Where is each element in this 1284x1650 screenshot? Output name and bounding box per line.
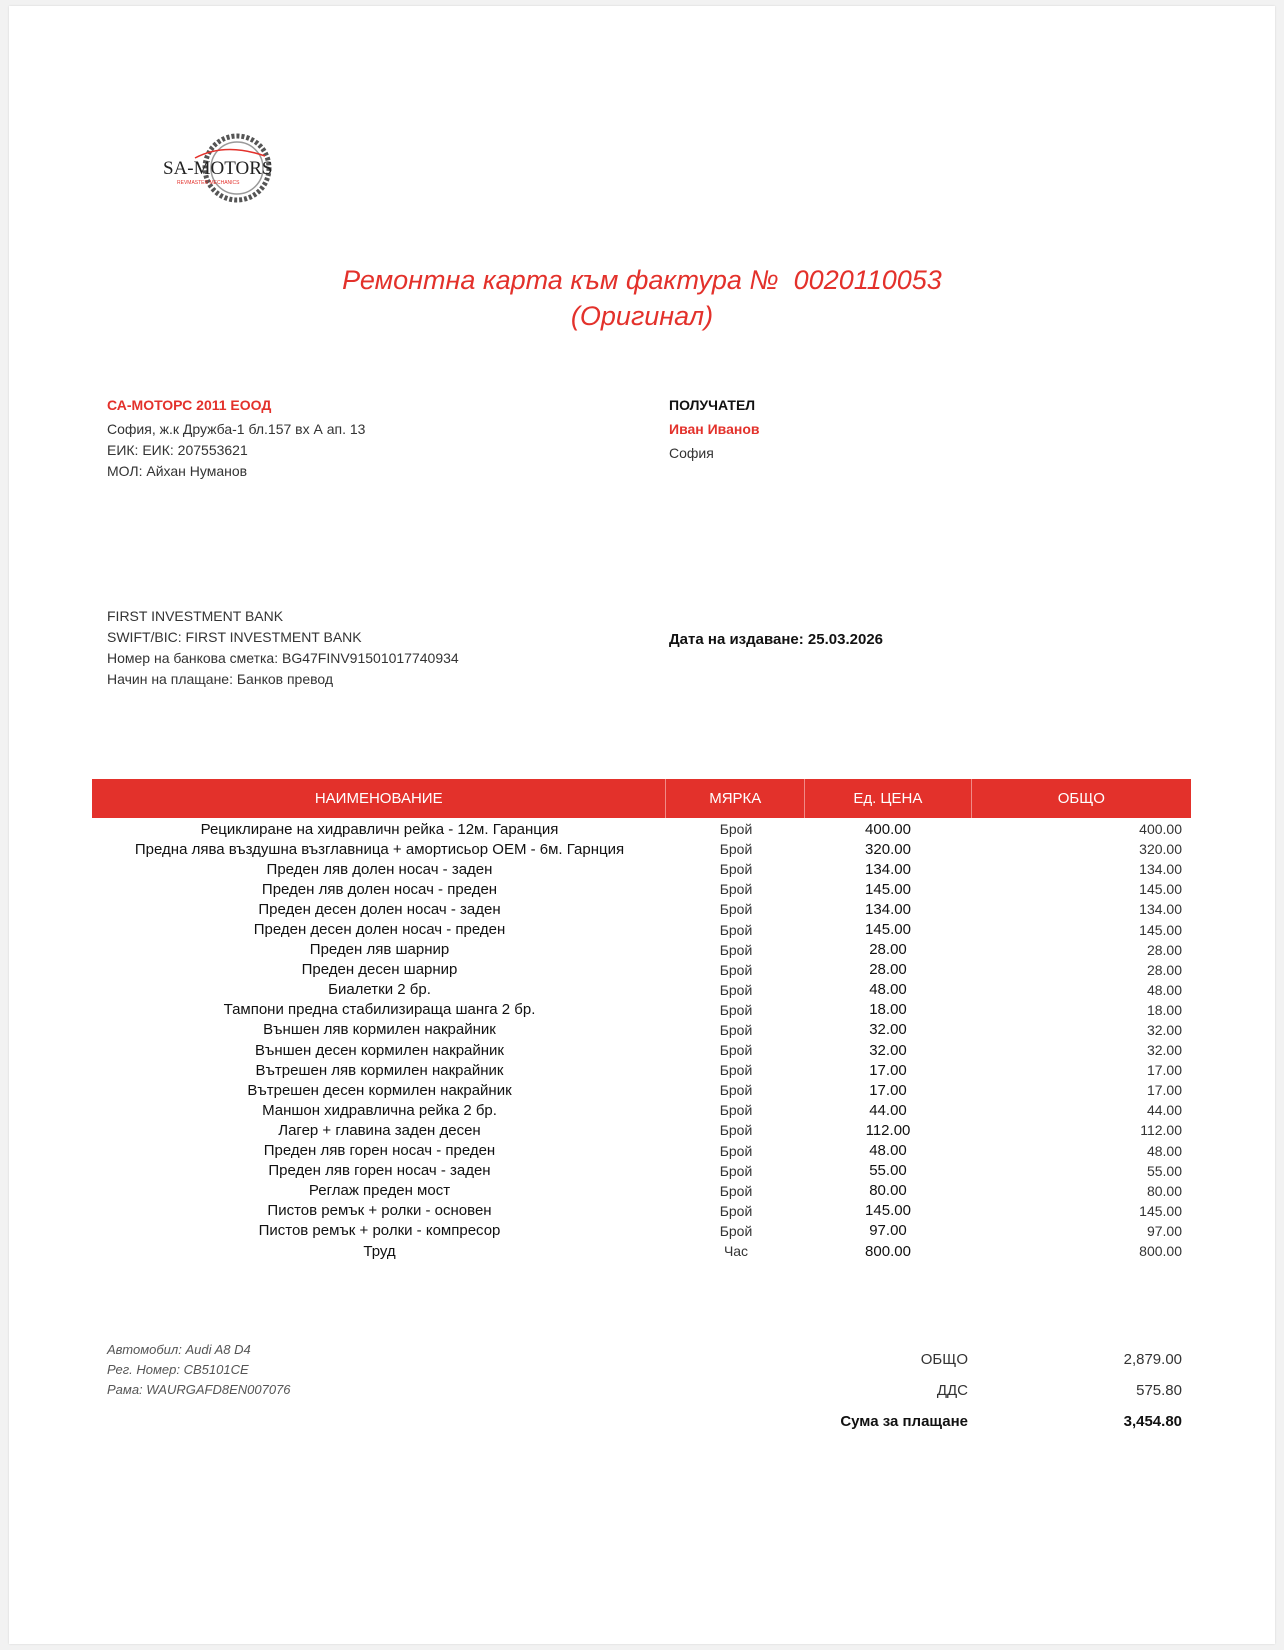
table-row — [92, 960, 1191, 980]
table-row — [92, 1080, 1191, 1100]
item-price: 17.00 — [869, 1061, 907, 1079]
table-row — [92, 1120, 1191, 1140]
item-total: 32.00 — [1146, 1042, 1182, 1059]
table-row — [92, 859, 1191, 879]
item-total: 134.00 — [1139, 861, 1182, 878]
vat-row — [760, 1375, 1182, 1406]
item-unit: Брой — [719, 861, 753, 878]
item-unit: Брой — [719, 1102, 753, 1119]
item-name: Преден ляв горен носач - заден — [268, 1162, 491, 1180]
item-price: 320.00 — [865, 840, 911, 858]
item-price: 80.00 — [869, 1182, 907, 1200]
payment-method: Начин на плащане: Банков превод — [107, 671, 334, 687]
item-price: 134.00 — [865, 860, 911, 878]
seller-eik: ЕИК: ЕИК: 207553621 — [107, 442, 248, 458]
item-price: 112.00 — [865, 1121, 911, 1139]
item-name: Преден ляв долен носач - преден — [261, 880, 498, 898]
table-row — [92, 1201, 1191, 1221]
title-line2: (Оригинал) — [570, 301, 714, 331]
recipient-label: ПОЛУЧАТЕЛ — [669, 397, 756, 413]
table-row — [92, 1161, 1191, 1181]
item-price: 97.00 — [869, 1222, 907, 1240]
item-price: 145.00 — [865, 880, 911, 898]
item-total: 17.00 — [1146, 1082, 1182, 1099]
totals-block — [760, 1344, 1182, 1437]
item-unit: Брой — [719, 841, 753, 858]
item-name: Преден ляв горен носач - преден — [263, 1142, 496, 1160]
item-name: Преден десен долен носач - преден — [253, 921, 506, 939]
item-unit: Брой — [719, 881, 753, 898]
item-total: 80.00 — [1146, 1182, 1182, 1199]
amount-due-value: 3,454.80 — [1123, 1413, 1182, 1430]
items-table — [92, 779, 1191, 1261]
item-unit: Брой — [719, 921, 753, 938]
item-total: 800.00 — [1139, 1243, 1182, 1260]
seller-address: София, ж.к Дружба-1 бл.157 вх А ап. 13 — [107, 421, 366, 437]
item-total: 48.00 — [1146, 981, 1182, 998]
logo-text: SA-MOTORS — [163, 158, 273, 179]
item-unit: Брой — [719, 1122, 753, 1139]
amount-due-label: Сума за плащане — [840, 1413, 968, 1430]
item-name: Биалетки 2 бр. — [328, 981, 431, 999]
item-unit: Брой — [719, 1182, 753, 1199]
vehicle-car: Автомобил: Audi A8 D4 — [107, 1342, 251, 1357]
item-price: 28.00 — [869, 941, 907, 959]
table-row — [92, 919, 1191, 939]
vehicle-reg: Рег. Номер: CB5101CE — [107, 1362, 249, 1377]
bank-swift: SWIFT/BIC: FIRST INVESTMENT BANK — [107, 629, 362, 645]
item-name: Вътрешен ляв кормилен накрайник — [255, 1061, 504, 1079]
item-total: 145.00 — [1139, 921, 1182, 938]
item-name: Пистов ремък + ролки - компресор — [258, 1222, 501, 1240]
seller-mol: МОЛ: Айхан Нуманов — [107, 463, 248, 479]
item-name: Преден ляв долен носач - заден — [266, 860, 493, 878]
item-unit: Брой — [719, 1202, 753, 1219]
issue-date: Дата на издаване: 25.03.2026 — [669, 631, 883, 648]
header-name: НАИМЕНОВАНИЕ — [92, 779, 666, 818]
vat-label: ДДС — [936, 1382, 968, 1399]
item-name: Външен ляв кормилен накрайник — [263, 1021, 496, 1039]
item-unit: Брой — [719, 1222, 753, 1239]
subtotal-value: 2,879.00 — [1123, 1351, 1182, 1368]
item-price: 17.00 — [869, 1081, 907, 1099]
table-row — [92, 1221, 1191, 1241]
seller-block — [107, 395, 365, 482]
header-total: ОБЩО — [1057, 790, 1105, 807]
item-total: 44.00 — [1146, 1102, 1182, 1119]
item-total: 28.00 — [1146, 941, 1182, 958]
item-total: 55.00 — [1146, 1162, 1182, 1179]
table-row — [92, 1241, 1191, 1261]
recipient-city: София — [669, 445, 714, 461]
item-price: 32.00 — [869, 1041, 907, 1059]
item-price: 400.00 — [865, 820, 911, 838]
item-price: 44.00 — [869, 1101, 907, 1119]
item-name: Труд — [363, 1242, 396, 1260]
item-unit: Брой — [719, 1082, 753, 1099]
item-price: 134.00 — [865, 900, 911, 918]
item-name: Предна лява въздушна възглавница + амортисьор OEM - 6м. Гарнция — [134, 840, 625, 858]
item-unit: Брой — [719, 1042, 753, 1059]
item-price: 48.00 — [869, 981, 907, 999]
item-total: 134.00 — [1139, 901, 1182, 918]
subtotal-label: ОБЩО — [920, 1351, 968, 1368]
recipient-block — [669, 395, 760, 464]
bank-account: Номер на банкова сметка: BG47FINV91501017740934 — [107, 650, 459, 666]
table-row — [92, 899, 1191, 919]
item-total: 145.00 — [1139, 1202, 1182, 1219]
recipient-name: Иван Иванов — [669, 421, 760, 437]
table-row — [92, 1100, 1191, 1120]
item-total: 17.00 — [1146, 1062, 1182, 1079]
item-unit: Брой — [719, 1021, 753, 1038]
table-row — [92, 1020, 1191, 1040]
item-total: 320.00 — [1139, 841, 1182, 858]
item-price: 800.00 — [865, 1242, 911, 1260]
item-total: 145.00 — [1139, 881, 1182, 898]
header-unit: МЯРКА — [666, 779, 805, 818]
item-price: 28.00 — [869, 961, 907, 979]
seller-name: СА-МОТОРС 2011 ЕООД — [107, 397, 272, 413]
table-row — [92, 1181, 1191, 1201]
item-unit: Час — [723, 1243, 749, 1260]
item-name: Външен десен кормилен накрайник — [254, 1041, 504, 1059]
item-total: 32.00 — [1146, 1021, 1182, 1038]
table-row — [92, 1141, 1191, 1161]
item-name: Преден ляв шарнир — [309, 941, 450, 959]
bank-name: FIRST INVESTMENT BANK — [107, 608, 284, 624]
item-total: 18.00 — [1146, 1001, 1182, 1018]
item-name: Маншон хидравлична рейка 2 бр. — [262, 1101, 497, 1119]
item-price: 145.00 — [865, 921, 911, 939]
item-name: Тампони предна стабилизираща шанга 2 бр. — [223, 1001, 536, 1019]
item-name: Преден десен шарнир — [301, 961, 458, 979]
item-price: 48.00 — [869, 1142, 907, 1160]
item-unit: Брой — [719, 901, 753, 918]
vat-value: 575.80 — [1136, 1382, 1182, 1399]
item-name: Лагер + главина заден десен — [278, 1121, 481, 1139]
item-unit: Брой — [719, 941, 753, 958]
item-unit: Брой — [719, 961, 753, 978]
bank-block — [107, 606, 459, 690]
table-row — [92, 839, 1191, 859]
table-row — [92, 879, 1191, 899]
table-row — [92, 1060, 1191, 1080]
item-price: 145.00 — [865, 1202, 911, 1220]
item-name: Рециклиране на хидравличн рейка - 12м. Гаранция — [200, 820, 559, 838]
subtotal-row — [760, 1344, 1182, 1375]
table-body — [92, 819, 1191, 1261]
table-row — [92, 1000, 1191, 1020]
item-price: 18.00 — [869, 1001, 907, 1019]
title-line1: Ремонтна карта към фактура № 0020110053 — [342, 265, 942, 295]
item-name: Преден десен долен носач - заден — [258, 900, 501, 918]
logo-subtext: REVMASTER MECHANICS — [177, 180, 240, 186]
vehicle-info — [107, 1340, 291, 1400]
table-header — [92, 779, 1191, 818]
item-unit: Брой — [719, 1142, 753, 1159]
document-title — [0, 262, 1284, 334]
item-total: 48.00 — [1146, 1142, 1182, 1159]
item-name: Вътрешен десен кормилен накрайник — [247, 1081, 512, 1099]
item-unit: Брой — [719, 821, 753, 838]
amount-due-row — [760, 1406, 1182, 1437]
table-row — [92, 940, 1191, 960]
item-total: 400.00 — [1139, 821, 1182, 838]
item-total: 112.00 — [1140, 1122, 1182, 1139]
vehicle-vin: Рама: WAURGAFD8EN007076 — [107, 1382, 291, 1397]
table-row — [92, 980, 1191, 1000]
item-unit: Брой — [719, 1001, 753, 1018]
item-unit: Брой — [719, 1062, 753, 1079]
item-name: Реглаж преден мост — [308, 1182, 451, 1200]
company-logo — [155, 128, 295, 208]
header-price: Ед. ЦЕНА — [805, 779, 972, 818]
item-unit: Брой — [719, 981, 753, 998]
item-total: 28.00 — [1146, 961, 1182, 978]
item-name: Пистов ремък + ролки - основен — [267, 1202, 492, 1220]
item-total: 97.00 — [1146, 1222, 1182, 1239]
item-price: 32.00 — [869, 1021, 907, 1039]
table-row — [92, 1040, 1191, 1060]
item-price: 55.00 — [869, 1162, 907, 1180]
item-unit: Брой — [719, 1162, 753, 1179]
table-row — [92, 819, 1191, 839]
